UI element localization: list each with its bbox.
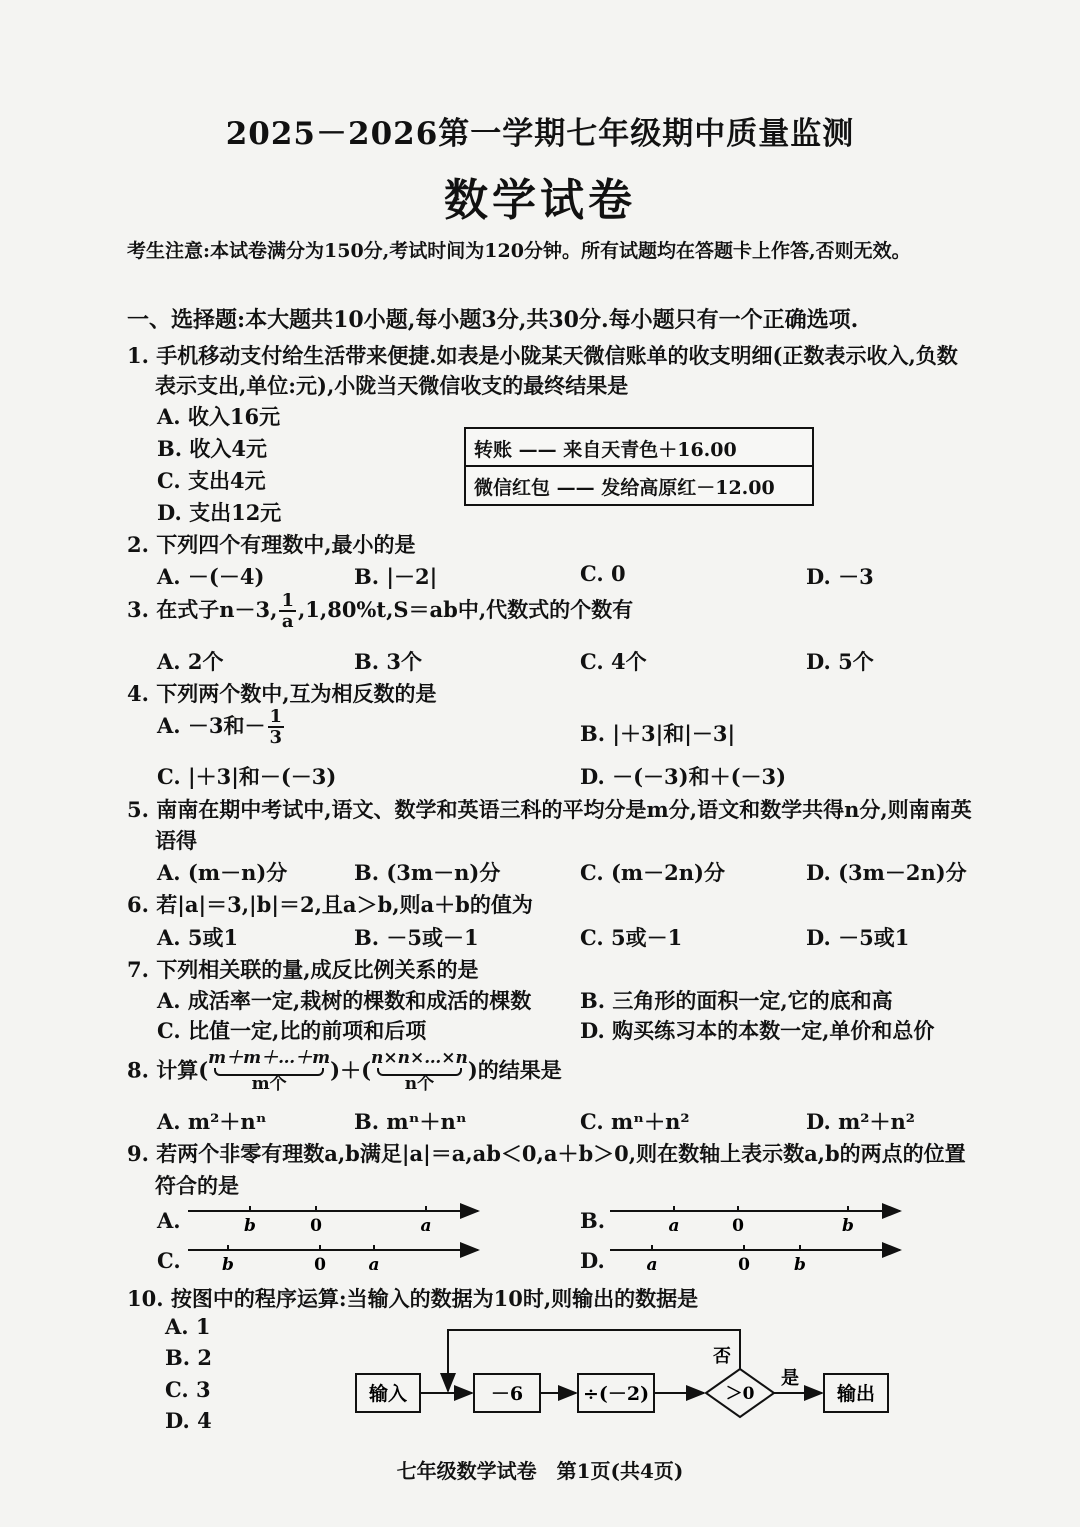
q9-option-c[interactable]: C.: [157, 1248, 181, 1273]
q8-option-c[interactable]: C. mⁿ＋n²: [580, 1109, 690, 1134]
bill-row-redpacket: 微信红包 —— 发给高原红－12.00: [474, 477, 775, 499]
q7-option-d[interactable]: D. 购买练习本的本数一定,单价和总价: [580, 1018, 935, 1043]
q9-option-d[interactable]: D.: [580, 1248, 605, 1273]
q3-option-a[interactable]: A. 2个: [157, 649, 224, 674]
q8-sum-top: m＋m＋…＋m: [208, 1048, 331, 1068]
number-line-b[interactable]: [610, 1206, 900, 1236]
flow-output-label: 输出: [836, 1383, 876, 1405]
q4-option-d[interactable]: D. －(－3)和＋(－3): [580, 764, 787, 789]
number-line-d[interactable]: [610, 1245, 900, 1275]
q8-option-a[interactable]: A. m²＋nⁿ: [157, 1109, 267, 1134]
flow-no-label: 否: [713, 1346, 731, 1367]
q4-option-b[interactable]: B. |＋3|和|－3|: [580, 721, 736, 746]
flow-yes-label: 是: [781, 1368, 799, 1389]
label-d-2: 0: [738, 1255, 750, 1275]
q4-frac-den: 3: [269, 727, 283, 748]
label-c-3: a: [368, 1255, 380, 1275]
flow-decision-label: ＞0: [725, 1384, 755, 1404]
q8-option-b[interactable]: B. mⁿ＋nⁿ: [354, 1109, 467, 1134]
candidate-notice: 考生注意:本试卷满分为150分,考试时间为120分钟。所有试题均在答题卡上作答,否则无效。: [127, 240, 911, 262]
q2-stem: 2. 下列四个有理数中,最小的是: [127, 532, 416, 557]
q9-option-a[interactable]: A.: [157, 1208, 181, 1233]
q6-stem: 6. 若|a|＝3,|b|＝2,且a＞b,则a＋b的值为: [127, 892, 533, 917]
q1-option-b[interactable]: B. 收入4元: [157, 436, 267, 461]
q10-option-a[interactable]: A. 1: [165, 1314, 211, 1339]
label-b-2: 0: [732, 1216, 744, 1236]
q2-option-d[interactable]: D. －3: [806, 564, 874, 589]
q6-option-c[interactable]: C. 5或－1: [580, 925, 683, 950]
q5-stem-line1: 5. 南南在期中考试中,语文、数学和英语三科的平均分是m分,语文和数学共得n分,则南南英: [127, 797, 972, 822]
section-heading: 一、选择题:本大题共10小题,每小题3分,共30分.每小题只有一个正确选项.: [127, 307, 859, 333]
program-flowchart: [356, 1330, 888, 1417]
q2-option-c[interactable]: C. 0: [580, 561, 626, 586]
q2-option-b[interactable]: B. |－2|: [354, 564, 438, 589]
flow-divide-label: ÷(－2): [582, 1383, 650, 1405]
q1-stem-line2: 表示支出,单位:元),小陇当天微信收支的最终结果是: [155, 373, 629, 398]
q1-option-c[interactable]: C. 支出4元: [157, 468, 266, 493]
q8-prod-top: n×n×…×n: [371, 1048, 468, 1068]
q8-option-d[interactable]: D. m²＋n²: [806, 1109, 915, 1134]
label-b-1: a: [668, 1216, 680, 1236]
q1-option-a[interactable]: A. 收入16元: [157, 404, 281, 429]
q9-stem-line1: 9. 若两个非零有理数a,b满足|a|＝a,ab＜0,a＋b＞0,则在数轴上表示数a,b的两点的位置: [127, 1141, 966, 1166]
q6-option-b[interactable]: B. －5或－1: [354, 925, 479, 950]
q6-option-d[interactable]: D. －5或1: [806, 925, 910, 950]
number-line-c[interactable]: [188, 1245, 478, 1275]
q5-option-d[interactable]: D. (3m－2n)分: [806, 860, 967, 885]
label-d-3: b: [794, 1255, 806, 1275]
label-a-1: b: [244, 1216, 256, 1236]
q4-option-a-text: A. －3和－: [157, 713, 266, 738]
q3-option-d[interactable]: D. 5个: [806, 649, 874, 674]
flow-subtract-label: －6: [490, 1383, 524, 1405]
flow-loop-back: [448, 1330, 740, 1391]
q3-option-c[interactable]: C. 4个: [580, 649, 647, 674]
bill-row-transfer: 转账 —— 来自天青色＋16.00: [474, 439, 737, 461]
q8-stem-end: )的结果是: [467, 1057, 562, 1083]
q3-stem-end: ,1,80%t,S＝ab中,代数式的个数有: [297, 597, 634, 622]
label-d-1: a: [646, 1255, 658, 1275]
q1-stem-line1: 1. 手机移动支付给生活带来便捷.如表是小陇某天微信账单的收支明细(正数表示收入,负数: [127, 343, 958, 368]
exam-title: 2025－2026第一学期七年级期中质量监测: [225, 116, 855, 152]
q9-stem-line2: 符合的是: [155, 1173, 239, 1198]
q6-option-a[interactable]: A. 5或1: [157, 925, 239, 950]
q8-plus: )＋(: [330, 1057, 372, 1083]
q3-frac-den: a: [281, 611, 294, 632]
q8-prod-bottom: n个: [404, 1073, 435, 1094]
label-a-3: a: [420, 1216, 432, 1236]
q3-stem-start: 3. 在式子n－3,: [127, 597, 278, 622]
q4-option-c[interactable]: C. |＋3|和－(－3): [157, 764, 337, 789]
q7-option-a[interactable]: A. 成活率一定,栽树的棵数和成活的棵数: [157, 988, 532, 1013]
q4-stem: 4. 下列两个数中,互为相反数的是: [127, 681, 437, 706]
label-c-2: 0: [314, 1255, 326, 1275]
q10-option-d[interactable]: D. 4: [165, 1408, 212, 1433]
q5-option-a[interactable]: A. (m－n)分: [157, 860, 288, 885]
q1-option-d[interactable]: D. 支出12元: [157, 500, 282, 525]
label-a-2: 0: [310, 1216, 322, 1236]
q10-option-c[interactable]: C. 3: [165, 1377, 211, 1402]
flow-input-label: 输入: [368, 1383, 408, 1405]
q9-option-b[interactable]: B.: [580, 1208, 606, 1233]
q7-option-c[interactable]: C. 比值一定,比的前项和后项: [157, 1018, 427, 1043]
q5-option-c[interactable]: C. (m－2n)分: [580, 860, 725, 885]
q3-option-b[interactable]: B. 3个: [354, 649, 422, 674]
q3-frac-num: 1: [281, 590, 294, 611]
q8-sum-bottom: m个: [251, 1073, 287, 1094]
q4-frac-num: 1: [269, 706, 283, 727]
page-footer: 七年级数学试卷 第1页(共4页): [396, 1459, 684, 1483]
q2-option-a[interactable]: A. －(－4): [157, 564, 265, 589]
label-c-1: b: [222, 1255, 234, 1275]
q8-stem-start: 8. 计算(: [127, 1057, 209, 1083]
label-b-3: b: [842, 1216, 854, 1236]
q5-option-b[interactable]: B. (3m－n)分: [354, 860, 501, 885]
q7-option-b[interactable]: B. 三角形的面积一定,它的底和高: [580, 988, 893, 1013]
number-line-a[interactable]: [188, 1206, 478, 1236]
q10-option-b[interactable]: B. 2: [165, 1345, 212, 1370]
q7-stem: 7. 下列相关联的量,成反比例关系的是: [127, 957, 479, 982]
exam-subtitle: 数学试卷: [444, 175, 636, 226]
q10-stem: 10. 按图中的程序运算:当输入的数据为10时,则输出的数据是: [127, 1286, 699, 1311]
q5-stem-line2: 语得: [155, 828, 197, 853]
